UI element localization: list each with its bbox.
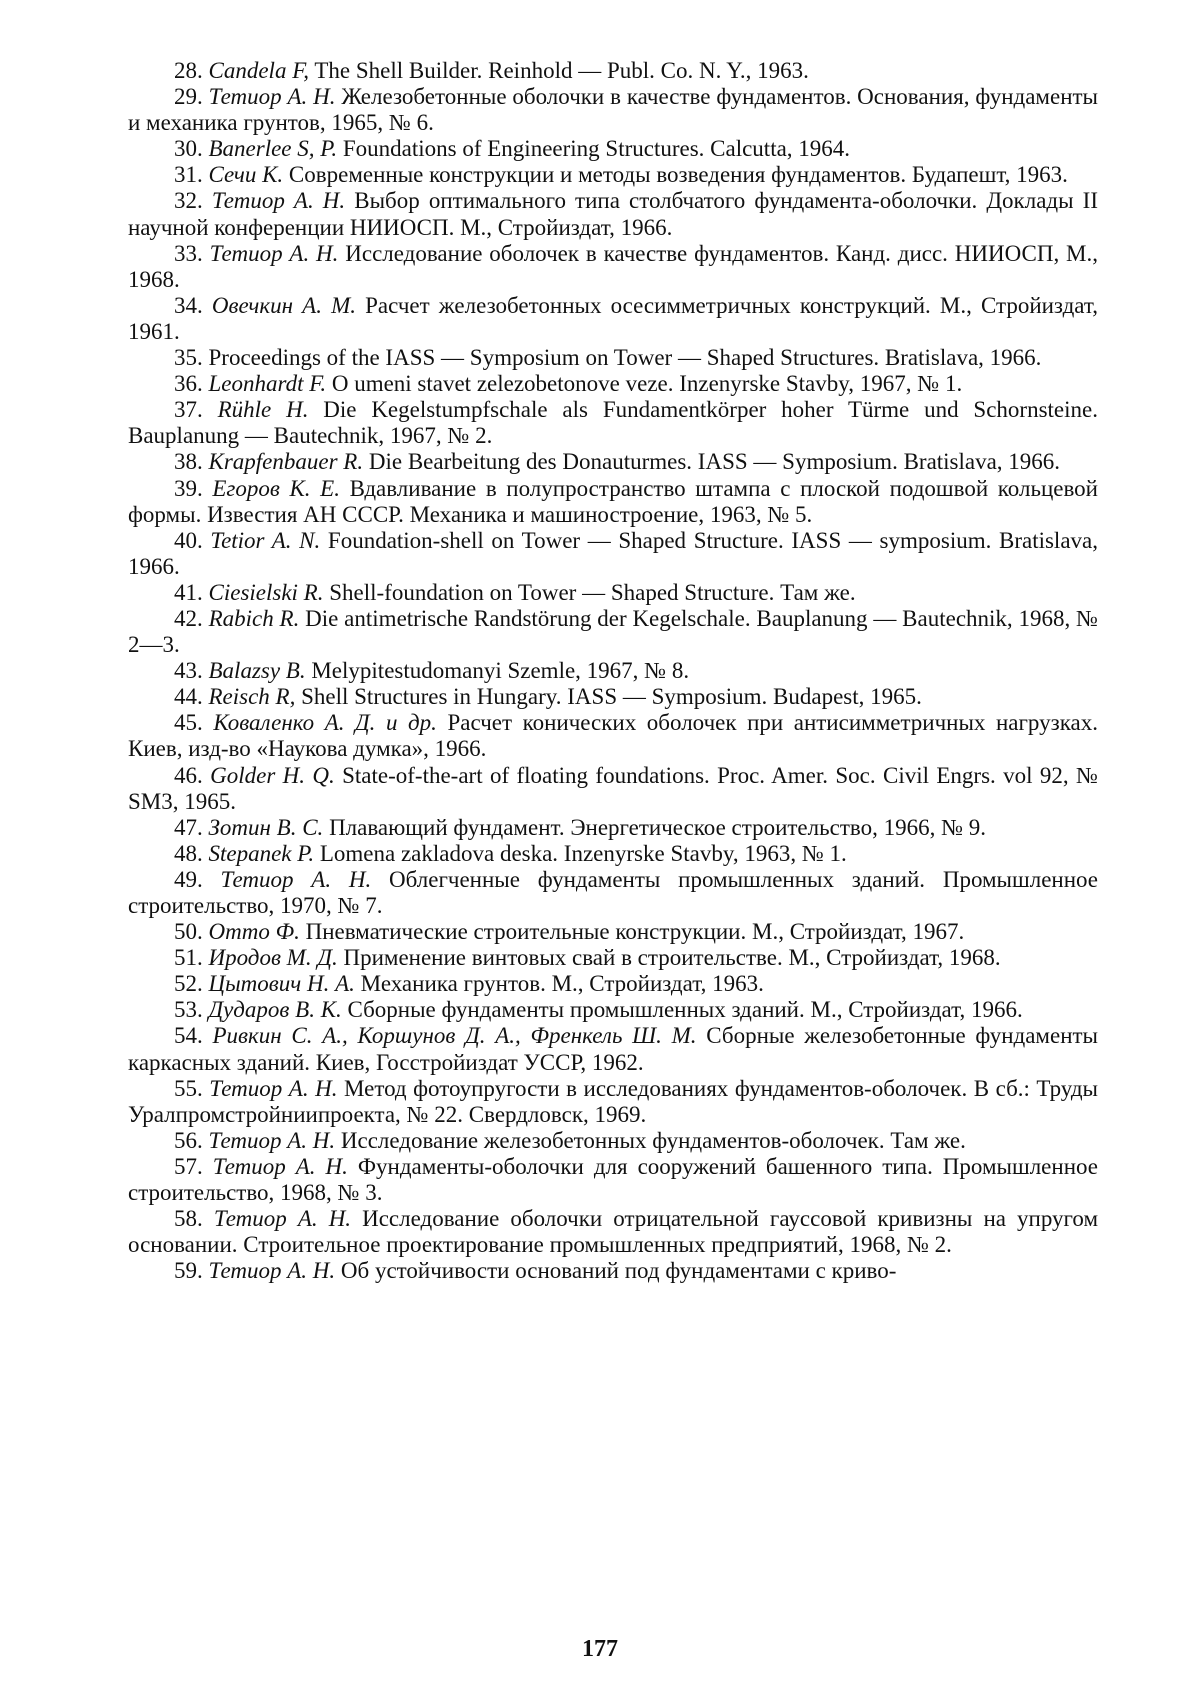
- reference-number: 35.: [174, 345, 203, 371]
- reference-author: Rühle H.: [217, 397, 309, 423]
- reference-text: Исследование оболочки отрицательной гауссовой кривизны на упругом основании. Строительное проектирование промышленных предприятий, 1968, № 2.: [128, 1206, 1098, 1258]
- reference-item: [128, 58, 1098, 84]
- reference-item: [128, 293, 1098, 345]
- reference-author: Golder H. Q.: [210, 762, 335, 788]
- reference-text: Исследование железобетонных фундаментов-оболочек. Там же.: [335, 1127, 966, 1153]
- reference-number: 36.: [174, 371, 203, 397]
- reference-item: [128, 841, 1098, 867]
- reference-author: Дударов В. К.: [208, 997, 342, 1023]
- reference-number: 52.: [174, 971, 203, 997]
- reference-number: 32.: [174, 188, 203, 214]
- reference-author: Отто Ф.: [208, 919, 300, 945]
- reference-author: Тетиор А. Н.: [213, 1206, 352, 1232]
- reference-author: Тетиор А. Н.: [208, 84, 336, 110]
- reference-text: Метод фотоупругости в исследованиях фундаментов-оболочек. В сб.: Труды Уралпромстройниипроекта, № 22. Свердловск, 1969.: [128, 1075, 1099, 1127]
- reference-item: [128, 188, 1098, 240]
- reference-item: [128, 658, 1098, 684]
- reference-item: [128, 580, 1098, 606]
- reference-number: 50.: [174, 919, 203, 945]
- reference-author: Сечи К.: [208, 162, 284, 188]
- reference-number: 57.: [174, 1153, 203, 1179]
- reference-item: [128, 1258, 1098, 1284]
- reference-number: 30.: [174, 136, 203, 162]
- reference-item: [128, 528, 1098, 580]
- reference-text: Proceedings of the IASS — Symposium on Tower — Shaped Structures. Bratislava, 1966.: [208, 345, 1042, 371]
- reference-item: [128, 867, 1098, 919]
- reference-item: [128, 476, 1098, 528]
- reference-text: Сборные фундаменты промышленных зданий. М., Стройиздат, 1966.: [341, 997, 1023, 1023]
- reference-number: 49.: [174, 866, 203, 892]
- reference-text: Расчет конических оболочек при антисимметричных нагрузках. Киев, изд-во «Наукова думка», 1966.: [128, 710, 1098, 762]
- reference-number: 39.: [174, 475, 203, 501]
- reference-text: Вдавливание в полупространство штампа с плоской подошвой кольцевой формы. Известия АН СССР. Механика и машиностроение, 1963, № 5.: [128, 475, 1098, 527]
- reference-author: Ciesielski R.: [208, 579, 324, 605]
- reference-author: Leonhardt F.: [208, 371, 327, 397]
- reference-number: 28.: [174, 58, 203, 83]
- reference-number: 46.: [174, 762, 203, 788]
- reference-author: Коваленко А. Д. и др.: [213, 710, 437, 736]
- reference-item: [128, 763, 1098, 815]
- reference-text: Сборные железобетонные фундаменты каркасных зданий. Киев, Госстройиздат УССР, 1962.: [128, 1023, 1099, 1075]
- reference-text: Melypitestudomanyi Szemle, 1967, № 8.: [305, 658, 690, 684]
- reference-text: Исследование оболочек в качестве фундаментов. Канд. дисс. НИИОСП, М., 1968.: [128, 240, 1098, 292]
- reference-author: Banerlee S, P.: [208, 136, 338, 162]
- reference-item: [128, 1206, 1098, 1258]
- reference-number: 51.: [174, 945, 203, 971]
- reference-text: Железобетонные оболочки в качестве фундаментов. Основания, фундаменты и механика грунтов, 1965, № 6.: [128, 84, 1099, 136]
- reference-author: Тетиор А. Н.: [209, 240, 339, 266]
- reference-number: 37.: [174, 397, 203, 423]
- reference-number: 42.: [174, 605, 203, 631]
- reference-text: Облегченные фундаменты промышленных зданий. Промышленное строительство, 1970, № 7.: [128, 866, 1099, 918]
- reference-item: [128, 1076, 1098, 1128]
- reference-list: [128, 58, 1098, 1284]
- reference-author: Stepanek P.: [208, 840, 315, 866]
- reference-author: Reisch R,: [208, 684, 296, 710]
- reference-author: Тетиор А. Н.: [208, 1127, 336, 1153]
- reference-author: Овечкин А. М.: [211, 292, 356, 318]
- reference-item: [128, 162, 1098, 188]
- reference-text: Применение винтовых свай в строительстве. М., Стройиздат, 1968.: [337, 945, 1001, 971]
- reference-text: State-of-the-art of floating foundations. Proc. Amer. Soc. Civil Engrs. vol 92, № SM3, 1965.: [128, 762, 1098, 814]
- reference-author: Balazsy B.: [208, 658, 306, 684]
- reference-number: 45.: [174, 710, 203, 736]
- reference-number: 33.: [174, 240, 203, 266]
- reference-number: 44.: [174, 684, 203, 710]
- reference-author: Иродов М. Д.: [208, 945, 338, 971]
- reference-text: Shell-foundation on Tower — Shaped Structure. Там же.: [323, 579, 856, 605]
- reference-item: [128, 815, 1098, 841]
- reference-text: Foundations of Engineering Structures. Calcutta, 1964.: [337, 136, 851, 162]
- reference-item: [128, 84, 1098, 136]
- reference-author: Зотин В. С.: [208, 814, 324, 840]
- reference-author: Тетиор А. Н.: [220, 866, 372, 892]
- reference-number: 58.: [174, 1206, 203, 1232]
- reference-item: [128, 1023, 1098, 1075]
- page-number: 177: [582, 1636, 618, 1662]
- reference-author: Rabich R.: [208, 605, 300, 631]
- reference-number: 41.: [174, 579, 203, 605]
- reference-text: The Shell Builder. Reinhold — Publ. Co. N. Y., 1963.: [309, 58, 809, 83]
- reference-author: Тетиор А. Н.: [211, 188, 346, 214]
- reference-item: [128, 371, 1098, 397]
- reference-author: Егоров К. Е.: [212, 475, 340, 501]
- reference-text: Расчет железобетонных осесимметричных конструкций. М., Стройиздат, 1961.: [128, 292, 1098, 344]
- reference-text: Пневматические строительные конструкции. М., Стройиздат, 1967.: [299, 919, 965, 945]
- reference-text: Плавающий фундамент. Энергетическое строительство, 1966, № 9.: [323, 814, 987, 840]
- reference-number: 43.: [174, 658, 203, 684]
- reference-number: 29.: [174, 84, 203, 110]
- reference-number: 34.: [174, 292, 203, 318]
- reference-number: 38.: [174, 449, 203, 475]
- reference-item: [128, 684, 1098, 710]
- reference-author: Krapfenbauer R.: [208, 449, 364, 475]
- reference-text: Lomena zakladova deska. Inzenyrske Stavby, 1963, № 1.: [314, 840, 847, 866]
- reference-item: [128, 919, 1098, 945]
- reference-author: Candela F,: [208, 58, 310, 83]
- reference-text: Die Bearbeitung des Donauturmes. IASS — Symposium. Bratislava, 1966.: [363, 449, 1061, 475]
- reference-number: 40.: [174, 527, 203, 553]
- reference-number: 47.: [174, 814, 203, 840]
- reference-author: Цытович Н. А.: [208, 971, 355, 997]
- reference-item: [128, 971, 1098, 997]
- reference-text: Механика грунтов. М., Стройиздат, 1963.: [354, 971, 764, 997]
- reference-text: Shell Structures in Hungary. IASS — Symposium. Budapest, 1965.: [295, 684, 922, 710]
- reference-text: Die antimetrische Randstörung der Kegelschale. Bauplanung — Bautechnik, 1968, № 2—3.: [128, 605, 1098, 658]
- reference-author: Ривкин С. А., Коршунов Д. А., Френкель Ш. М.: [212, 1023, 697, 1049]
- reference-item: [128, 397, 1098, 449]
- reference-item: [128, 997, 1098, 1023]
- reference-item: [128, 945, 1098, 971]
- reference-number: 56.: [174, 1127, 203, 1153]
- reference-author: Тетиор А. Н.: [208, 1258, 336, 1284]
- reference-item: [128, 136, 1098, 162]
- reference-item: [128, 710, 1098, 762]
- reference-author: Тетиор А. Н.: [209, 1075, 338, 1101]
- reference-number: 48.: [174, 840, 203, 866]
- reference-text: Об устойчивости оснований под фундаментами с криво-: [335, 1258, 897, 1284]
- reference-text: O umeni stavet zelezobetonove veze. Inzenyrske Stavby, 1967, № 1.: [326, 371, 963, 397]
- reference-text: Die Kegelstumpfschale als Fundamentkörper hoher Türme und Schornsteine. Bauplanung — Bautechnik, 1967, № 2.: [128, 397, 1098, 449]
- reference-item: [128, 449, 1098, 475]
- reference-number: 55.: [174, 1075, 203, 1101]
- reference-item: [128, 241, 1098, 293]
- reference-number: 54.: [174, 1023, 203, 1049]
- reference-number: 59.: [174, 1258, 203, 1284]
- reference-item: [128, 1128, 1098, 1154]
- reference-number: 31.: [174, 162, 203, 188]
- reference-item: [128, 1154, 1098, 1206]
- reference-text: Foundation-shell on Tower — Shaped Structure. IASS — symposium. Bratislava, 1966.: [128, 527, 1098, 579]
- reference-author: Тетиор А. Н.: [212, 1153, 348, 1179]
- reference-text: Фундаменты-оболочки для сооружений башенного типа. Промышленное строительство, 1968, № 3.: [128, 1153, 1098, 1206]
- reference-item: [128, 606, 1098, 658]
- reference-author: Tetior A. N.: [210, 527, 321, 553]
- reference-item: [128, 345, 1098, 371]
- reference-text: Выбор оптимального типа столбчатого фундамента-оболочки. Доклады II научной конференции НИИОСП. М., Стройиздат, 1966.: [128, 188, 1098, 240]
- reference-text: Современные конструкции и методы возведения фундаментов. Будапешт, 1963.: [283, 162, 1068, 188]
- reference-number: 53.: [174, 997, 203, 1023]
